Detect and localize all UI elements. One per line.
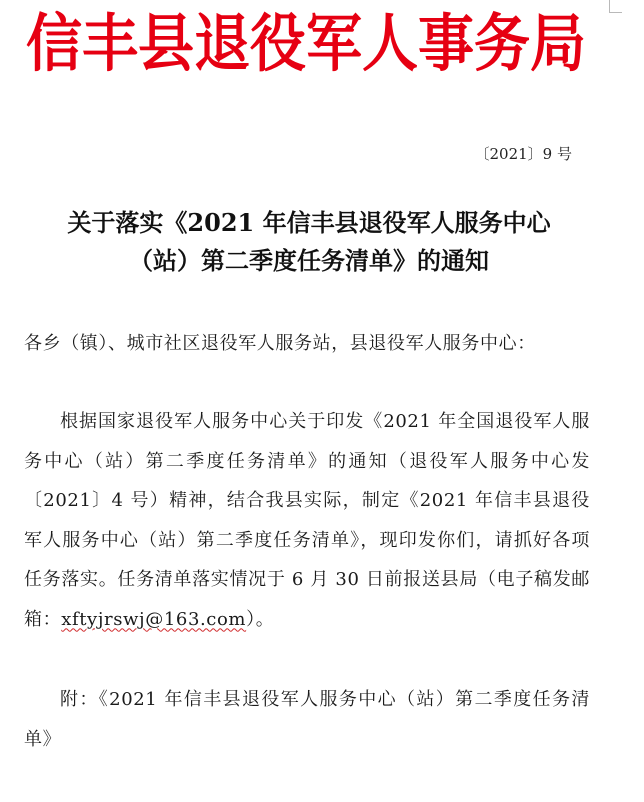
body-paragraph bbox=[24, 402, 590, 639]
document-title-line-2: （站）第二季度任务清单》的通知 bbox=[129, 246, 489, 275]
body-text: 根据国家退役军人服务中心关于印发《2021 年全国退役军人服务中心（站）第二季度任务清单》的通知（退役军人服务中心发〔2021〕4 号）精神，结合我县实际，制定《2021 年信丰县退役军人服务中心（站）第二季度任务清单》，现印发你们，请抓好各项任务落实。任务清单落实情况于 6 月 30 日前报送县局（电子稿发邮箱： bbox=[24, 411, 590, 630]
letterhead-title: 信丰县退役军人事务局 bbox=[26, 8, 586, 81]
email-user: xftyjrswj bbox=[61, 608, 146, 630]
document-number: 〔2021〕9 号 bbox=[474, 145, 572, 163]
attachment-note: 附：《2021 年信丰县退役军人服务中心（站）第二季度任务清单》 bbox=[24, 689, 590, 750]
body-closing: ）。 bbox=[246, 608, 275, 630]
document-title-line-1: 关于落实《2021 年信丰县退役军人服务中心 bbox=[67, 208, 551, 237]
email-address bbox=[61, 609, 246, 630]
recipients-paragraph: 各乡（镇）、城市社区退役军人服务站，县退役军人服务中心： bbox=[24, 333, 536, 354]
document-title bbox=[14, 204, 604, 280]
email-domain: @163.com bbox=[145, 608, 247, 630]
